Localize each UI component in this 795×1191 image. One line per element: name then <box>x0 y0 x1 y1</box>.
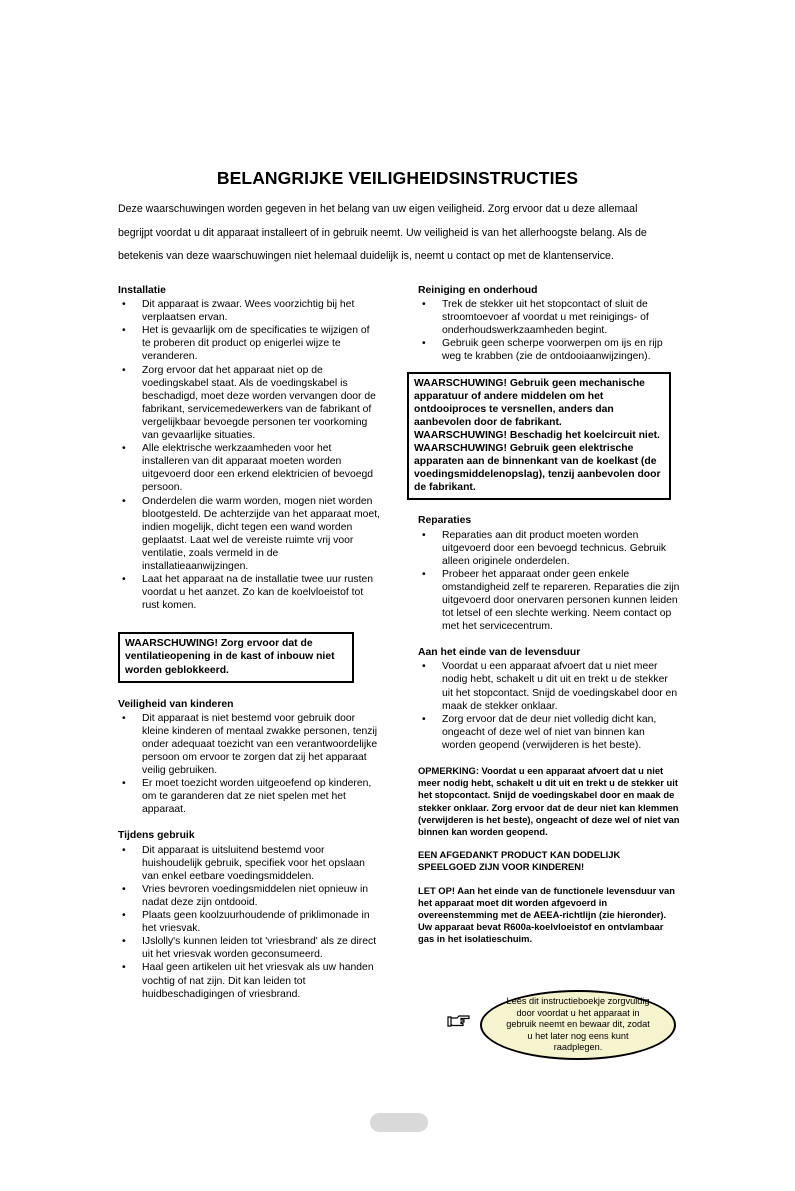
list-item: • Gebruik geen scherpe voorwerpen om ijs en rijp weg te krabben (zie de ontdooiaanwijzingen). <box>418 337 680 363</box>
warning-text: WAARSCHUWING! Gebruik geen mechanische apparatuur of andere middelen om het ontdooiproces te versnellen, anders dan aanbevolen door de fabrikant. <box>414 377 645 428</box>
child-danger-note: EEN AFGEDANKT PRODUCT KAN DODELIJK SPEELGOED ZIJN VOOR KINDEREN! <box>418 849 621 873</box>
kinderen-list <box>118 712 380 817</box>
left-column <box>118 284 380 1001</box>
list-item: • Zorg ervoor dat de deur niet volledig dicht kan, ongeacht of deze wel of niet van binnen kan worden geopend (verwijderen is het beste). <box>418 713 680 752</box>
list-item: • Zorg ervoor dat het apparaat niet op de voedingskabel staat. Als de voedingskabel is beschadigd, moet deze worden vervangen door de fabrikant, servicemedewerkers van de fabrikant of vergelijkbaar bevoegde personen ter voorkoming van gevaarlijke situaties. <box>118 364 380 443</box>
section-title-levensduur: Aan het einde van de levensduur <box>418 647 581 659</box>
tip-text: Lees dit instructieboekje zorgvuldig door voordat u het apparaat in gebruik neemt en bewaar dit, zodat u het later nog eens kunt raadplegen. <box>506 996 650 1053</box>
pointing-hand-icon <box>447 1014 471 1028</box>
list-item: • Dit apparaat is uitsluitend bestemd voor huishoudelijk gebruik, specifiek voor het opslaan van enkel eetbare voedingsmiddelen. <box>118 844 380 883</box>
ventilation-warning-box <box>118 632 354 682</box>
gebruik-list <box>118 844 380 1001</box>
list-item: • Dit apparaat is niet bestemd voor gebruik door kleine kinderen of mentaal zwakke personen, tenzij onder adequaat toezicht van een verantwoordelijke persoon om ervoor te zorgen dat zij het apparaat veilig gebruiken. <box>118 712 380 777</box>
page-number-pill <box>370 1113 428 1132</box>
reiniging-list <box>418 298 680 363</box>
list-item: • Probeer het apparaat onder geen enkele omstandigheid zelf te repareren. Reparaties die zijn uitgevoerd door onervaren personen kunnen leiden tot letsel of een slechte werking. Neem contact op met het servicecentrum. <box>418 568 680 633</box>
warning-text: WAARSCHUWING! Zorg ervoor dat de ventilatieopening in de kast of inbouw niet worden geblokkeerd. <box>125 638 335 676</box>
levensduur-list <box>418 660 680 752</box>
list-item: • Voordat u een apparaat afvoert dat u niet meer nodig hebt, schakelt u dit uit en trekt u de stekker uit het stopcontact. Snijd de voedingskabel door en maak de stekker onklaar. <box>418 660 680 712</box>
list-item: • Alle elektrische werkzaamheden voor het installeren van dit apparaat moeten worden uitgevoerd door een erkend elektricien of bevoegd persoon. <box>118 442 380 494</box>
list-item: • Onderdelen die warm worden, mogen niet worden blootgesteld. De achterzijde van het apparaat moet, indien mogelijk, dicht tegen een wand worden geplaatst. Laat wel de vereiste ruimte vrij voor ventilatie, zoals vermeld in de installatieaanwijzingen. <box>118 495 380 574</box>
disposal-note: OPMERKING: Voordat u een apparaat afvoert dat u niet meer nodig hebt, schakelt u dit uit en trekt u de stekker uit het stopcontact. Snijd de voedingskabel door en maak de stekker onklaar. Zorg ervoor dat de deur niet kan klemmen (verwijderen is het beste), ongeacht of deze wel of niet van binnen kan worden geopend. <box>418 765 680 838</box>
list-item: • IJslolly's kunnen leiden tot 'vriesbrand' als ze direct uit het vriesvak worden geconsumeerd. <box>118 935 380 961</box>
intro-line: begrijpt voordat u dit apparaat installeert of in gebruik neemt. Uw veiligheid is van het allerhoogste belang. Als de <box>118 226 647 239</box>
warning-text: WAARSCHUWING! Beschadig het koelcircuit niet. <box>414 429 660 441</box>
list-item: • Reparaties aan dit product moeten worden uitgevoerd door een bevoegd technicus. Gebruik alleen originele onderdelen. <box>418 529 680 568</box>
right-column <box>414 284 680 946</box>
section-title-installatie: Installatie <box>118 285 166 296</box>
intro-line: betekenis van deze waarschuwingen niet helemaal duidelijk is, neemt u contact op met de klantenservice. <box>118 250 614 262</box>
installatie-list <box>118 298 380 612</box>
list-item: • Haal geen artikelen uit het vriesvak als uw handen vochtig of nat zijn. Dit kan leiden tot huidbeschadigingen of vriesbrand. <box>118 961 380 1000</box>
list-item: • Laat het apparaat na de installatie twee uur rusten voordat u het aanzet. Zo kan de koelvloeistof tot rust komen. <box>118 573 380 612</box>
reparaties-list <box>418 529 680 634</box>
section-title-gebruik: Tijdens gebruik <box>118 830 195 842</box>
intro <box>118 198 678 269</box>
tip-ellipse <box>480 990 676 1060</box>
list-item: • Plaats geen koolzuurhoudende of priklimonade in het vriesvak. <box>118 909 380 935</box>
warning-text: WAARSCHUWING! Gebruik geen elektrische apparaten aan de binnenkant van de koelkast (de voedingsmiddelenopslag), tenzij aanbevolen door de fabrikant. <box>414 443 661 494</box>
section-title-kinderen: Veiligheid van kinderen <box>118 698 234 710</box>
list-item: • Het is gevaarlijk om de specificaties te wijzigen of te proberen dit product op enigerlei wijze te veranderen. <box>118 324 380 363</box>
weee-note: LET OP! Aan het einde van de functionele levensduur van het apparaat moet dit worden afgevoerd in overeenstemming met de AEEA-richtlijn (zie hieronder). Uw apparaat bevat R600a-koelvloeistof en ontvlambaar gas in het isolatieschuim. <box>418 884 675 945</box>
section-title-reparaties: Reparaties <box>418 515 472 527</box>
list-item: • Trek de stekker uit het stopcontact of sluit de stroomtoevoer af voordat u met reinigings- of onderhoudswerkzaamheden begint. <box>418 298 680 337</box>
list-item: • Vries bevroren voedingsmiddelen niet opnieuw in nadat deze zijn ontdooid. <box>118 883 380 909</box>
defrost-warning-box <box>407 372 671 501</box>
section-title-reiniging: Reiniging en onderhoud <box>418 285 538 296</box>
list-item: • Dit apparaat is zwaar. Wees voorzichtig bij het verplaatsen ervan. <box>118 298 380 324</box>
page-title: BELANGRIJKE VEILIGHEIDSINSTRUCTIES <box>216 168 579 188</box>
intro-line: Deze waarschuwingen worden gegeven in het belang van uw eigen veiligheid. Zorg ervoor dat u deze allemaal <box>118 203 638 215</box>
list-item: • Er moet toezicht worden uitgeoefend op kinderen, om te garanderen dat ze niet spelen met het apparaat. <box>118 777 380 816</box>
reading-tip-callout <box>480 990 676 1060</box>
